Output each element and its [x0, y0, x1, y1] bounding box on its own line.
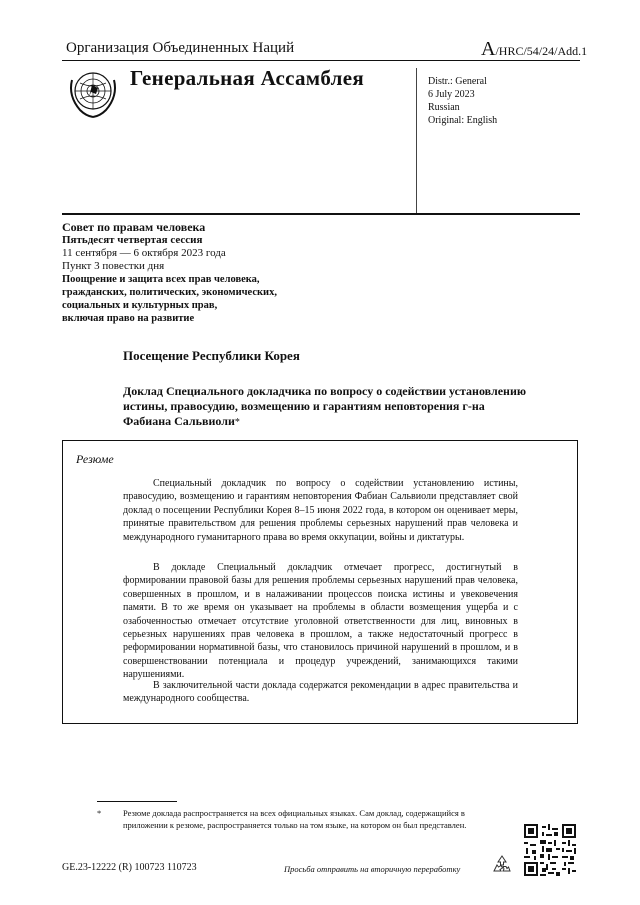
meta-divider: [416, 68, 417, 214]
visit-title: Посещение Республики Корея: [123, 348, 300, 363]
session: Пятьдесят четвертая сессия: [62, 234, 203, 246]
summary-paragraph: Специальный докладчик по вопросу о содействии установлению истины, правосудию, возмещению и гарантиям неповторения Фабиан Сальвиоли представляет свой доклад о посещении Республики Корея 8–15 июня 2022 года, в котором он оценивает меры, принятые правительством для решения проблемы серьезных нарушений прав человека и международного гуманитарного права во время оккупации, войны и диктатуры.: [123, 478, 518, 543]
agenda-title-line: социальных и культурных прав,: [62, 300, 218, 311]
header-thick-rule: [62, 213, 580, 215]
meta-distr: Distr.: General: [428, 76, 487, 87]
meta-language: Russian: [428, 102, 460, 113]
job-number: GE.23-12222 (R) 100723 110723: [62, 862, 197, 873]
footnote-mark: *: [97, 808, 102, 818]
summary-paragraph: В заключительной части доклада содержатся рекомендации в адрес правительства и международного сообщества.: [123, 680, 518, 705]
report-title: [123, 384, 533, 430]
summary-label: Резюме: [76, 452, 114, 466]
un-emblem-icon: [66, 66, 120, 120]
meta-original: Original: English: [428, 115, 498, 126]
recycle-icon: [490, 853, 514, 877]
meta-date: 6 July 2023: [428, 89, 475, 100]
council-block: [62, 221, 362, 325]
symbol-rest: /HRC/54/24/Add.1: [495, 44, 588, 58]
footnote-text: Резюме доклада распространяется на всех официальных языках. Сам доклад, содержащийся в приложении к резюме, распространяется только на том языке, на котором он был представлен.: [123, 808, 467, 830]
header-rule: [62, 60, 580, 61]
organization-name: Организация Объединенных Наций: [66, 40, 295, 56]
document-symbol: [481, 38, 587, 61]
body-title: Генеральная Ассамблея: [130, 66, 365, 90]
recycle-notice: Просьба отправить на вторичную переработку: [284, 864, 461, 874]
agenda-title-line: Поощрение и защита всех прав человека,: [62, 274, 260, 285]
qr-code-icon: [524, 824, 576, 876]
report-title-text: Доклад Специального докладчика по вопросу о содействии установлению истины, правосудию, возмещению и гарантиям неповторения г-на Фабиана Сальвиоли: [123, 384, 527, 428]
agenda-title-line: включая право на развитие: [62, 313, 195, 324]
council-name: Совет по правам человека: [62, 220, 206, 234]
footnote-reference: *: [234, 417, 240, 428]
summary-paragraph: В докладе Специальный докладчик отмечает прогресс, достигнутый в формировании правовой базы для решения проблемы серьезных нарушений прав человека, совершенных в прошлом, и в налаживании процессов поиска истины и увековечения памяти. В то же время он указывает на проблемы в области возмещения ущерба и с озабоченностью отмечает отсутствие уголовной ответственности для лиц, виновных в серьезных нарушениях прав человека в прошлом, а также недостаточный прогресс в реформировании нормативной базы, что становилось причиной нарушений в прошлом, и в совершенствовании потенциала и процедур учреждений, занимающихся такими нарушениями.: [123, 562, 518, 681]
symbol-letter: A: [481, 38, 496, 60]
agenda-item: Пункт 3 повестки дня: [62, 260, 165, 272]
agenda-title-line: гражданских, политических, экономических,: [62, 287, 277, 298]
footnote-rule: [97, 801, 177, 802]
footnote: [97, 808, 507, 831]
distribution-meta: [428, 75, 497, 127]
session-dates: 11 сентября — 6 октября 2023 года: [62, 247, 226, 259]
